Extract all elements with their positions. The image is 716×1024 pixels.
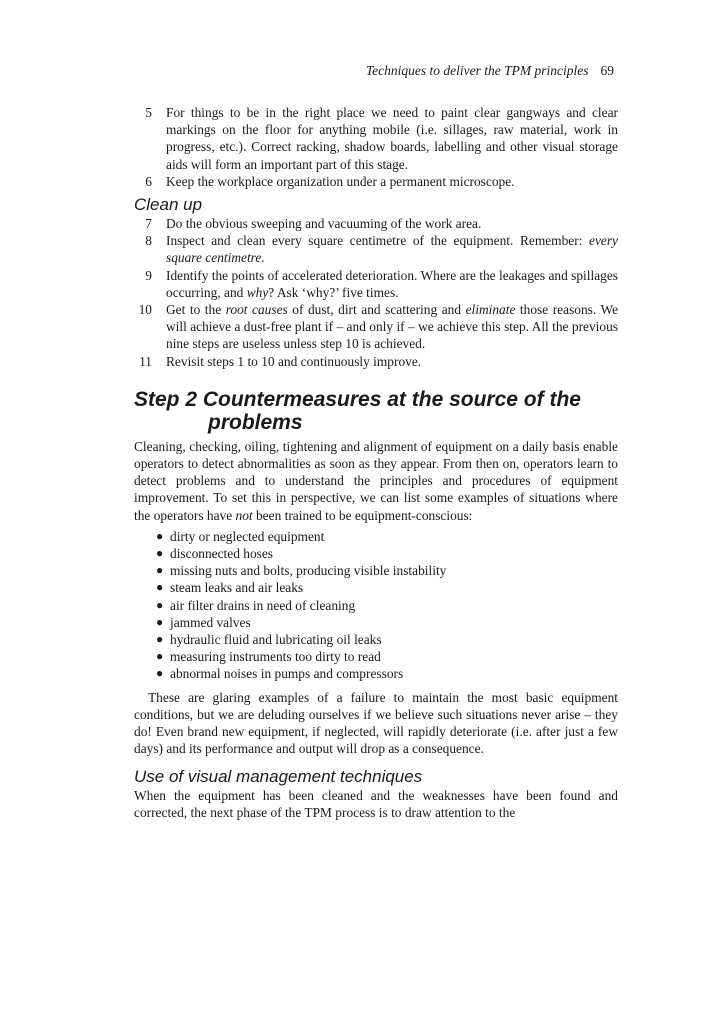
bullet-item xyxy=(156,665,618,682)
list-item xyxy=(134,232,618,266)
bullet-item xyxy=(156,631,618,648)
step2-heading xyxy=(134,388,618,434)
clean-up-list xyxy=(134,215,618,370)
emphasis: root causes xyxy=(225,302,288,318)
item-text: those reasons. We will achieve a dust-free plant if – and only if – we achieve this step. All the previous nine steps are useless unless step 10 is achieved. xyxy=(166,302,619,352)
bullet-icon: ● xyxy=(156,580,164,595)
list-item xyxy=(134,353,618,370)
bullet-item xyxy=(156,545,618,562)
bullet-text: abnormal noises in pumps and compressors xyxy=(170,666,404,682)
bullet-icon: ● xyxy=(156,563,164,578)
bullet-text: disconnected hoses xyxy=(170,546,274,562)
bullet-icon: ● xyxy=(156,546,164,561)
list-item xyxy=(134,301,618,353)
bullet-icon: ● xyxy=(156,666,164,681)
step2-heading-line1: Step 2 Countermeasures at the source of the xyxy=(134,387,581,411)
visual-management-heading: Use of visual management techniques xyxy=(134,766,423,786)
item-text: Inspect and clean every square centimetre of the equipment. Remember: xyxy=(166,233,589,249)
item-number: 6 xyxy=(145,173,152,189)
bullet-text: hydraulic fluid and lubricating oil leaks xyxy=(170,632,382,648)
bullet-icon: ● xyxy=(156,528,164,543)
bullet-text: jammed valves xyxy=(170,614,251,630)
item-number: 5 xyxy=(145,105,152,120)
item-text: Keep the workplace organization under a permanent microscope. xyxy=(166,173,515,189)
running-header xyxy=(0,63,614,79)
bullet-item xyxy=(156,579,618,596)
item-number: 7 xyxy=(145,216,152,232)
bullet-text: air filter drains in need of cleaning xyxy=(170,597,356,613)
emphasis: every square centimetre. xyxy=(166,233,618,266)
bullet-item xyxy=(156,597,618,614)
list-item xyxy=(134,173,618,190)
item-number: 11 xyxy=(139,353,152,369)
bullet-text: dirty or neglected equipment xyxy=(170,528,325,544)
step2-heading-line2: problems xyxy=(208,410,303,434)
bullet-text: measuring instruments too dirty to read xyxy=(170,649,381,665)
bullet-item xyxy=(156,614,618,631)
bullet-text: missing nuts and bolts, producing visible instability xyxy=(170,563,447,579)
emphasis: why xyxy=(246,284,269,300)
emphasis: eliminate xyxy=(465,302,516,318)
page-number: 69 xyxy=(600,63,614,78)
item-text: Identify the points of accelerated deterioration. Where are the leakages and spillages occurring, and xyxy=(166,267,618,300)
bullet-item xyxy=(156,528,618,545)
list-item xyxy=(134,215,618,232)
item-text: Do the obvious sweeping and vacuuming of the work area. xyxy=(166,216,482,232)
emphasis: not xyxy=(235,507,253,523)
running-title: Techniques to deliver the TPM principles xyxy=(365,63,589,78)
item-number: 9 xyxy=(145,267,152,283)
bullet-icon: ● xyxy=(156,649,164,664)
page-body xyxy=(134,104,618,821)
bullet-icon: ● xyxy=(156,597,164,612)
item-text: Get to the xyxy=(166,302,226,318)
step2-paragraph xyxy=(134,438,618,524)
item-text: For things to be in the right place we need to paint clear gangways and clear markings on the floor for anything mobile (i.e. sillages, raw material, work in progress, etc.). Correct racking, shadow boards, labelling and other visual storage aids will form an important part of this stage. xyxy=(166,105,618,172)
clean-up-heading: Clean up xyxy=(134,195,203,215)
problem-bullet-list xyxy=(134,528,618,683)
paragraph-text: been trained to be equipment-conscious: xyxy=(252,507,473,523)
bullet-item xyxy=(156,562,618,579)
list-item xyxy=(134,267,618,301)
failure-paragraph: These are glaring examples of a failure to maintain the most basic equipment conditions, but we are deluding ourselves if we believe such situations never arise – they do! Even brand new equipment, if neglected, will rapidly deteriorate (i.e. after just a few days) and its performance and output will drop as a consequence. xyxy=(134,689,618,757)
bullet-icon: ● xyxy=(156,614,164,629)
item-text: of dust, dirt and scattering and xyxy=(287,302,466,318)
paragraph-text: Cleaning, checking, oiling, tightening and alignment of equipment on a daily basis enable operators to detect abnormalities as soon as they appear. From then on, operators learn to detect problems and to understand the principles and procedures of equipment improvement. To set this in perspective, we can list some examples of situations where the operators have xyxy=(134,438,618,523)
bullet-text: steam leaks and air leaks xyxy=(170,580,304,596)
list-item xyxy=(134,104,618,173)
item-number: 8 xyxy=(145,233,152,249)
item-number: 10 xyxy=(138,302,152,318)
item-text: Revisit steps 1 to 10 and continuously improve. xyxy=(166,353,422,369)
steps-list-continued xyxy=(134,104,618,190)
bullet-item xyxy=(156,648,618,665)
visual-management-paragraph: When the equipment has been cleaned and the weaknesses have been found and corrected, the next phase of the TPM process is to draw attention to the xyxy=(134,787,618,820)
bullet-icon: ● xyxy=(156,632,164,647)
item-text: ? Ask ‘why?’ five times. xyxy=(268,284,399,300)
